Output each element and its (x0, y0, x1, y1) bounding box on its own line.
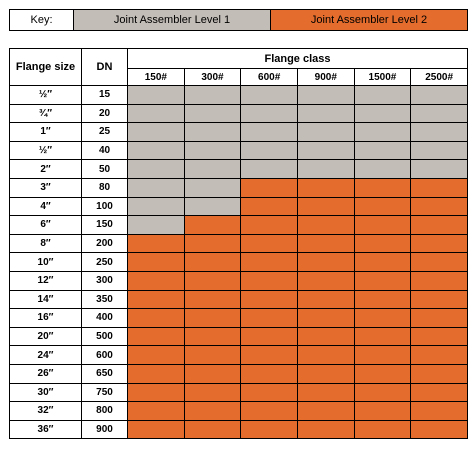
dn-cell: 750 (82, 383, 128, 402)
level-1-cell (411, 160, 468, 179)
level-2-cell (128, 253, 185, 272)
level-1-cell (128, 197, 185, 216)
grid-body (10, 86, 468, 439)
flange-class-table (9, 48, 468, 439)
level-2-cell (354, 197, 411, 216)
level-2-cell (411, 327, 468, 346)
table-row (10, 309, 468, 328)
dn-cell: 800 (82, 402, 128, 421)
level-2-cell (297, 327, 354, 346)
flange-size-cell: 24″ (10, 346, 82, 365)
table-row (10, 271, 468, 290)
dn-cell: 80 (82, 178, 128, 197)
class-header-5: 2500# (411, 69, 468, 86)
table-row (10, 290, 468, 309)
key-level-1: Joint Assembler Level 1 (74, 10, 271, 31)
level-1-cell (184, 104, 241, 123)
flange-size-cell: ¾″ (10, 104, 82, 123)
level-1-cell (184, 141, 241, 160)
level-2-cell (297, 346, 354, 365)
class-header-0: 150# (128, 69, 185, 86)
flange-size-cell: 32″ (10, 402, 82, 421)
table-row (10, 364, 468, 383)
level-1-cell (184, 123, 241, 142)
table-row (10, 141, 468, 160)
level-1-cell (241, 86, 298, 105)
level-2-cell (411, 383, 468, 402)
flange-size-cell: 1″ (10, 123, 82, 142)
level-2-cell (241, 216, 298, 235)
dn-cell: 20 (82, 104, 128, 123)
level-2-cell (354, 364, 411, 383)
level-1-cell (128, 123, 185, 142)
level-1-cell (297, 160, 354, 179)
level-2-cell (241, 383, 298, 402)
level-2-cell (297, 290, 354, 309)
level-2-cell (354, 346, 411, 365)
dn-cell: 900 (82, 420, 128, 439)
level-2-cell (241, 178, 298, 197)
level-1-cell (411, 141, 468, 160)
level-2-cell (411, 234, 468, 253)
dn-cell: 40 (82, 141, 128, 160)
level-2-cell (297, 234, 354, 253)
flange-size-cell: 12″ (10, 271, 82, 290)
level-2-cell (184, 364, 241, 383)
level-2-cell (354, 234, 411, 253)
level-2-cell (411, 253, 468, 272)
level-2-cell (297, 216, 354, 235)
table-row (10, 160, 468, 179)
table-row (10, 86, 468, 105)
dn-cell: 200 (82, 234, 128, 253)
table-row (10, 178, 468, 197)
level-2-cell (241, 197, 298, 216)
level-1-cell (411, 104, 468, 123)
level-2-cell (297, 420, 354, 439)
level-2-cell (297, 271, 354, 290)
level-2-cell (241, 234, 298, 253)
level-2-cell (128, 364, 185, 383)
level-2-cell (128, 420, 185, 439)
level-2-cell (297, 253, 354, 272)
level-1-cell (241, 141, 298, 160)
level-2-cell (411, 364, 468, 383)
level-2-cell (241, 420, 298, 439)
flange-size-cell: 14″ (10, 290, 82, 309)
flange-size-cell: ½″ (10, 141, 82, 160)
level-2-cell (128, 234, 185, 253)
flange-size-cell: 6″ (10, 216, 82, 235)
level-1-cell (297, 123, 354, 142)
level-1-cell (241, 104, 298, 123)
level-1-cell (128, 216, 185, 235)
level-1-cell (184, 197, 241, 216)
level-2-cell (297, 383, 354, 402)
level-1-cell (297, 86, 354, 105)
level-1-cell (297, 104, 354, 123)
flange-size-cell: 3″ (10, 178, 82, 197)
flange-size-cell: 36″ (10, 420, 82, 439)
table-row (10, 216, 468, 235)
level-2-cell (354, 253, 411, 272)
table-row (10, 346, 468, 365)
class-header-4: 1500# (354, 69, 411, 86)
level-1-cell (128, 160, 185, 179)
level-1-cell (354, 104, 411, 123)
class-header-2: 600# (241, 69, 298, 86)
flange-size-cell: 20″ (10, 327, 82, 346)
dn-cell: 150 (82, 216, 128, 235)
level-2-cell (411, 216, 468, 235)
level-2-cell (411, 290, 468, 309)
level-1-cell (354, 141, 411, 160)
dn-cell: 300 (82, 271, 128, 290)
level-1-cell (184, 86, 241, 105)
level-2-cell (241, 402, 298, 421)
table-row (10, 327, 468, 346)
dn-cell: 650 (82, 364, 128, 383)
dn-cell: 100 (82, 197, 128, 216)
class-header-3: 900# (297, 69, 354, 86)
level-2-cell (128, 271, 185, 290)
level-2-cell (354, 402, 411, 421)
level-2-cell (184, 216, 241, 235)
header-flange-size: Flange size (10, 49, 82, 86)
level-2-cell (411, 346, 468, 365)
level-2-cell (128, 402, 185, 421)
flange-size-cell: ½″ (10, 86, 82, 105)
class-header-1: 300# (184, 69, 241, 86)
level-2-cell (241, 290, 298, 309)
level-1-cell (184, 178, 241, 197)
table-row (10, 402, 468, 421)
level-2-cell (297, 178, 354, 197)
flange-size-cell: 30″ (10, 383, 82, 402)
level-2-cell (184, 309, 241, 328)
level-2-cell (411, 402, 468, 421)
level-2-cell (354, 420, 411, 439)
level-1-cell (128, 178, 185, 197)
level-2-cell (241, 327, 298, 346)
table-row (10, 383, 468, 402)
level-2-cell (297, 197, 354, 216)
key-level-2: Joint Assembler Level 2 (271, 10, 468, 31)
level-2-cell (354, 327, 411, 346)
level-2-cell (128, 290, 185, 309)
table-row (10, 253, 468, 272)
level-2-cell (411, 309, 468, 328)
level-1-cell (128, 141, 185, 160)
level-2-cell (184, 234, 241, 253)
level-2-cell (241, 271, 298, 290)
header-flange-class: Flange class (128, 49, 468, 69)
dn-cell: 600 (82, 346, 128, 365)
level-2-cell (241, 253, 298, 272)
flange-size-cell: 4″ (10, 197, 82, 216)
level-2-cell (241, 309, 298, 328)
flange-size-cell: 16″ (10, 309, 82, 328)
table-row (10, 104, 468, 123)
level-1-cell (128, 86, 185, 105)
level-2-cell (128, 309, 185, 328)
level-2-cell (354, 271, 411, 290)
dn-cell: 500 (82, 327, 128, 346)
dn-cell: 50 (82, 160, 128, 179)
level-2-cell (354, 216, 411, 235)
dn-cell: 400 (82, 309, 128, 328)
key-label: Key: (10, 10, 74, 31)
level-2-cell (184, 253, 241, 272)
level-2-cell (184, 290, 241, 309)
level-1-cell (411, 123, 468, 142)
level-2-cell (354, 309, 411, 328)
level-2-cell (184, 420, 241, 439)
table-row (10, 197, 468, 216)
level-2-cell (184, 346, 241, 365)
level-1-cell (241, 160, 298, 179)
level-2-cell (184, 327, 241, 346)
header-dn: DN (82, 49, 128, 86)
dn-cell: 250 (82, 253, 128, 272)
table-row (10, 123, 468, 142)
level-2-cell (184, 402, 241, 421)
level-2-cell (184, 271, 241, 290)
level-2-cell (184, 383, 241, 402)
dn-cell: 350 (82, 290, 128, 309)
level-1-cell (184, 160, 241, 179)
level-2-cell (411, 197, 468, 216)
key-legend (9, 9, 468, 31)
table-row (10, 234, 468, 253)
level-2-cell (354, 178, 411, 197)
level-2-cell (354, 290, 411, 309)
flange-size-cell: 26″ (10, 364, 82, 383)
level-2-cell (128, 327, 185, 346)
level-2-cell (411, 420, 468, 439)
level-2-cell (411, 271, 468, 290)
table-row (10, 420, 468, 439)
level-1-cell (411, 86, 468, 105)
level-2-cell (297, 364, 354, 383)
level-1-cell (354, 160, 411, 179)
level-2-cell (241, 346, 298, 365)
flange-size-cell: 8″ (10, 234, 82, 253)
level-1-cell (354, 123, 411, 142)
flange-size-cell: 10″ (10, 253, 82, 272)
level-1-cell (128, 104, 185, 123)
level-1-cell (241, 123, 298, 142)
dn-cell: 15 (82, 86, 128, 105)
level-2-cell (241, 364, 298, 383)
level-2-cell (128, 346, 185, 365)
dn-cell: 25 (82, 123, 128, 142)
level-2-cell (354, 383, 411, 402)
level-2-cell (297, 402, 354, 421)
level-1-cell (354, 86, 411, 105)
flange-size-cell: 2″ (10, 160, 82, 179)
level-1-cell (297, 141, 354, 160)
level-2-cell (411, 178, 468, 197)
level-2-cell (128, 383, 185, 402)
level-2-cell (297, 309, 354, 328)
